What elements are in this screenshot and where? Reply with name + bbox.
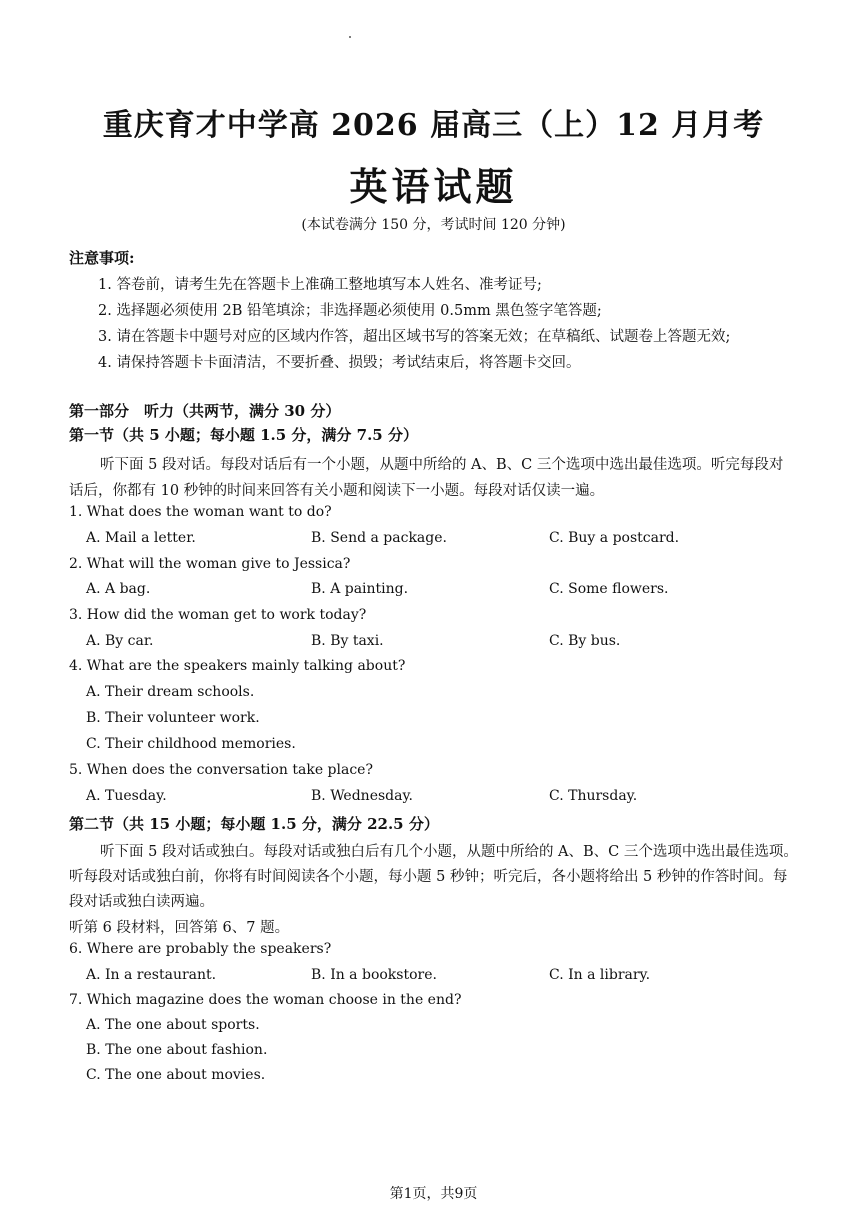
question-stem: 6. Where are probably the speakers? — [69, 941, 332, 957]
scan-speck — [349, 36, 351, 38]
option-c: C. Buy a postcard. — [549, 530, 680, 546]
option-c: C. Some flowers. — [549, 581, 669, 597]
option-a: A. By car. — [86, 633, 154, 649]
subject-title: 英语试题 — [349, 164, 518, 209]
section-instructions: 听下面 5 段对话或独白。每段对话或独白后有几个小题，从题中所给的 A、B、C 三个选项中选出最佳选项。 — [100, 844, 798, 860]
exam-title: 重庆育才中学高 2026 届高三（上）12 月月考 — [102, 108, 765, 143]
option-b: B. In a bookstore. — [311, 967, 437, 983]
note-item: 3. 请在答题卡中题号对应的区域内作答，超出区域书写的答案无效；在草稿纸、试题卷上答题无效; — [98, 329, 731, 345]
option-a: A. Mail a letter. — [86, 530, 196, 546]
option-c: C. Their childhood memories. — [86, 736, 296, 752]
note-item: 1. 答卷前，请考生先在答题卡上准确工整地填写本人姓名、准考证号; — [98, 277, 542, 293]
question-stem: 1. What does the woman want to do? — [69, 504, 332, 520]
option-c: C. Thursday. — [549, 788, 638, 804]
option-a: A. Tuesday. — [86, 788, 167, 804]
option-c: C. In a library. — [549, 967, 651, 983]
question-stem: 4. What are the speakers mainly talking about? — [69, 658, 406, 674]
exam-info: (本试卷满分 150 分，考试时间 120 分钟) — [301, 217, 566, 233]
section-instructions: 听下面 5 段对话。每段对话后有一个小题，从题中所给的 A、B、C 三个选项中选出最佳选项。听完每段对 — [100, 457, 784, 473]
note-item: 2. 选择题必须使用 2B 铅笔填涂；非选择题必须使用 0.5mm 黑色签字笔答题; — [98, 303, 602, 319]
option-b: B. Wednesday. — [311, 788, 413, 804]
option-b: B. The one about fashion. — [86, 1042, 268, 1058]
option-a: A. The one about sports. — [86, 1017, 260, 1033]
option-a: A. Their dream schools. — [86, 684, 255, 700]
option-a: A. A bag. — [86, 581, 151, 597]
part-title: 第一部分 听力（共两节，满分 30 分） — [69, 402, 341, 420]
section-title: 第二节（共 15 小题；每小题 1.5 分，满分 22.5 分） — [69, 815, 439, 833]
material-note: 听第 6 段材料，回答第 6、7 题。 — [69, 920, 290, 936]
question-stem: 2. What will the woman give to Jessica? — [69, 556, 351, 572]
section-instructions: 段对话或独白读两遍。 — [69, 894, 214, 910]
note-item: 4. 请保持答题卡卡面清洁，不要折叠、损毁；考试结束后，将答题卡交回。 — [98, 355, 581, 371]
question-stem: 5. When does the conversation take place? — [69, 762, 373, 778]
option-b: B. A painting. — [311, 581, 409, 597]
question-stem: 7. Which magazine does the woman choose in the end? — [69, 992, 462, 1008]
question-stem: 3. How did the woman get to work today? — [69, 607, 367, 623]
option-b: B. Their volunteer work. — [86, 710, 260, 726]
option-c: C. By bus. — [549, 633, 621, 649]
page-number: 第1页，共9页 — [389, 1186, 478, 1202]
option-b: B. By taxi. — [311, 633, 384, 649]
option-c: C. The one about movies. — [86, 1067, 266, 1083]
option-a: A. In a restaurant. — [86, 967, 217, 983]
option-b: B. Send a package. — [311, 530, 447, 546]
notes-title: 注意事项: — [69, 249, 135, 267]
section-title: 第一节（共 5 小题；每小题 1.5 分，满分 7.5 分） — [69, 426, 418, 444]
section-instructions: 话后，你都有 10 秒钟的时间来回答有关小题和阅读下一小题。每段对话仅读一遍。 — [69, 483, 605, 499]
section-instructions: 听每段对话或独白前，你将有时间阅读各个小题，每小题 5 秒钟；听完后，各小题将给出 5 秒钟的作答时间。每 — [69, 869, 788, 885]
